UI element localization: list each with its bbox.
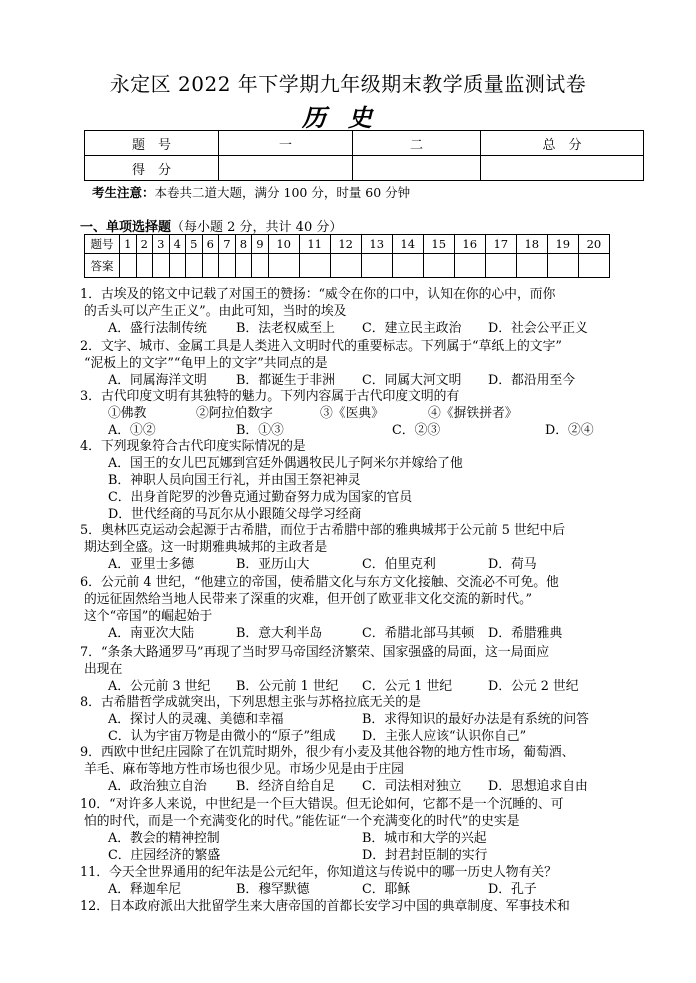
question-5-option[interactable]: B．亚历山大 xyxy=(236,557,310,572)
question-9-option[interactable]: D．思想追求自由 xyxy=(488,779,588,794)
question-3-item: ④《摒铁拼者》 xyxy=(428,406,518,421)
question-9-option[interactable]: C．司法相对独立 xyxy=(362,779,462,794)
question-11-option[interactable]: A．释迦牟尼 xyxy=(108,882,182,897)
exam-title: 永定区 2022 年下学期九年级期末教学质量监测试卷 xyxy=(109,72,587,96)
score-cell-part2[interactable] xyxy=(353,156,481,181)
question-12-text: 12．日本政府派出大批留学生来大唐帝国的首都长安学习中国的典章制度、军事技术和 xyxy=(80,899,570,914)
score-table xyxy=(84,130,644,181)
question-4-option[interactable]: C．出身首陀罗的沙鲁克通过勤奋努力成为国家的官员 xyxy=(108,490,413,505)
answer-number-cell: 6 xyxy=(202,235,219,254)
question-11-option[interactable]: C．耶稣 xyxy=(362,882,411,897)
score-header-part1: 一 xyxy=(219,131,353,156)
question-7-text: 7．“条条大路通罗马”再现了当时罗马帝国经济繁荣、国家强盛的局面，这一局面应 xyxy=(80,645,550,660)
answer-input-cell[interactable] xyxy=(361,254,392,278)
score-cell-part1[interactable] xyxy=(219,156,353,181)
answer-number-cell: 11 xyxy=(299,235,330,254)
question-10-option[interactable]: C．庄园经济的繁盛 xyxy=(108,848,221,863)
answer-number-cell: 16 xyxy=(454,235,485,254)
answer-input-cell[interactable] xyxy=(120,254,137,278)
question-3-option[interactable]: D．②④ xyxy=(545,423,594,438)
answer-number-cell: 12 xyxy=(330,235,361,254)
note-text: 本卷共二道大题，满分 100 分，时量 60 分钟 xyxy=(154,185,411,200)
question-8-option[interactable]: B．求得知识的最好办法是有系统的问答 xyxy=(362,712,589,727)
answer-number-cell: 1 xyxy=(120,235,137,254)
score-row-label: 得 分 xyxy=(85,156,219,181)
question-9-option[interactable]: B．经济自给自足 xyxy=(236,779,335,794)
answer-number-cell: 13 xyxy=(361,235,392,254)
score-cell-total[interactable] xyxy=(481,156,644,181)
score-header-part2: 二 xyxy=(353,131,481,156)
answer-input-cell[interactable] xyxy=(423,254,454,278)
section-heading xyxy=(80,216,342,235)
question-4-option[interactable]: A．国王的女儿巴瓦娜到宫廷外偶遇牧民儿子阿米尔并嫁给了他 xyxy=(108,456,463,471)
question-4-option[interactable]: B．神职人员向国王行礼，并由国王祭祀神灵 xyxy=(108,473,361,488)
answer-input-cell[interactable] xyxy=(219,254,236,278)
score-header-total: 总 分 xyxy=(481,131,644,156)
question-3-option[interactable]: C．②③ xyxy=(392,423,441,438)
question-4-option[interactable]: D．世代经商的马瓦尔从小跟随父母学习经商 xyxy=(108,507,362,522)
question-5-option[interactable]: D．荷马 xyxy=(488,557,537,572)
question-9-option[interactable]: A．政治独立自治 xyxy=(108,779,207,794)
question-8-option[interactable]: D．主张人应该“认识你自己” xyxy=(362,729,527,744)
question-3-item: ③《医典》 xyxy=(320,406,384,421)
answer-number-cell: 2 xyxy=(136,235,153,254)
answer-table-number-label: 题号 xyxy=(85,235,120,254)
question-9-text: 9．西欧中世纪庄园除了在饥荒时期外，很少有小麦及其他谷物的地方性市场，葡萄酒、 xyxy=(80,745,575,760)
answer-input-cell[interactable] xyxy=(252,254,269,278)
answer-input-cell[interactable] xyxy=(547,254,578,278)
answer-number-cell: 17 xyxy=(485,235,516,254)
question-2-option[interactable]: A．同属海洋文明 xyxy=(108,373,207,388)
answer-number-cell: 15 xyxy=(423,235,454,254)
question-3-option[interactable]: B．①③ xyxy=(236,423,284,438)
section-label: 一、单项选择题 xyxy=(80,220,172,235)
question-3-option[interactable]: A．①② xyxy=(108,423,156,438)
section-text: （每小题 2 分，共计 40 分） xyxy=(171,220,343,235)
answer-number-cell: 7 xyxy=(219,235,236,254)
question-3-text: 3．古代印度文明有其独特的魅力。下列内容属于古代印度文明的有 xyxy=(80,389,460,404)
answer-table-answer-label: 答案 xyxy=(85,254,120,278)
question-5-text: 5．奥林匹克运动会起源于古希腊，而位于古希腊中部的雅典城邦于公元前 5 世纪中后 xyxy=(80,523,566,538)
question-11-option[interactable]: B．穆罕默德 xyxy=(236,882,310,897)
answer-input-cell[interactable] xyxy=(485,254,516,278)
question-2-text: 2．文字、城市、金属工具是人类进入文明时代的重要标志。下列属于“草纸上的文字” xyxy=(80,339,562,354)
question-10-option[interactable]: B．城市和大学的兴起 xyxy=(362,831,487,846)
answer-input-cell[interactable] xyxy=(454,254,485,278)
score-header-label: 题 号 xyxy=(85,131,219,156)
answer-number-cell: 5 xyxy=(186,235,203,254)
subject-title: 历史 xyxy=(302,103,394,132)
question-7-option[interactable]: D．公元 2 世纪 xyxy=(488,679,579,694)
answer-number-cell: 10 xyxy=(268,235,299,254)
answer-input-cell[interactable] xyxy=(578,254,609,278)
question-11-text: 11．今天全世界通用的纪年法是公元纪年，你知道这与传说中的哪一历史人物有关？ xyxy=(80,865,557,880)
question-1-text: 的舌头可以产生正义”。由此可知，当时的埃及 xyxy=(84,304,347,319)
question-10-option[interactable]: D．封君封臣制的实行 xyxy=(362,848,488,863)
question-1-text: 1．古埃及的铭文中记载了对国王的赞扬：“威令在你的口中，认知在你的心中，而你 xyxy=(80,287,556,302)
question-11-option[interactable]: D．孔子 xyxy=(488,882,537,897)
question-6-text: 这个“帝国”的崛起始于 xyxy=(84,609,213,624)
answer-input-cell[interactable] xyxy=(392,254,423,278)
question-7-text: 出现在 xyxy=(84,662,123,677)
question-3-item: ①佛教 xyxy=(108,406,147,421)
answer-number-cell: 18 xyxy=(516,235,547,254)
answer-input-cell[interactable] xyxy=(136,254,153,278)
question-5-option[interactable]: A．亚里士多德 xyxy=(108,557,195,572)
answer-input-cell[interactable] xyxy=(235,254,252,278)
answer-input-cell[interactable] xyxy=(169,254,186,278)
question-5-text: 期达到全盛。这一时期雅典城邦的主政者是 xyxy=(84,540,328,555)
question-7-option[interactable]: B．公元前 1 世纪 xyxy=(236,679,339,694)
question-1-option[interactable]: C．建立民主政治 xyxy=(362,321,462,336)
question-7-option[interactable]: C．公元 1 世纪 xyxy=(362,679,453,694)
answer-number-cell: 20 xyxy=(578,235,609,254)
question-2-option[interactable]: D．都沿用至今 xyxy=(488,373,576,388)
question-2-option[interactable]: B．都诞生于非洲 xyxy=(236,373,335,388)
note-label: 考生注意： xyxy=(92,185,155,200)
answer-number-cell: 4 xyxy=(169,235,186,254)
question-5-option[interactable]: C．伯里克利 xyxy=(362,557,436,572)
question-10-option[interactable]: A．教会的精神控制 xyxy=(108,831,220,846)
question-6-option[interactable]: D．希腊雅典 xyxy=(488,626,563,641)
question-3-item: ②阿拉伯数字 xyxy=(196,406,273,421)
question-2-option[interactable]: C．同属大河文明 xyxy=(362,373,462,388)
question-9-text: 羊毛、麻布等地方性市场也很少见。市场少见是由于庄园 xyxy=(84,762,404,777)
answer-input-cell[interactable] xyxy=(202,254,219,278)
answer-number-cell: 3 xyxy=(153,235,170,254)
answer-number-cell: 9 xyxy=(252,235,269,254)
answer-table xyxy=(84,234,610,278)
question-6-option[interactable]: C．希腊北部马其顿 xyxy=(362,626,475,641)
question-10-text: 怕的时代，而是一个充满变化的时代。”能佐证“一个充满变化的时代”的史实是 xyxy=(84,814,520,829)
question-1-option[interactable]: D．社会公平正义 xyxy=(488,321,588,336)
answer-number-cell: 8 xyxy=(235,235,252,254)
question-2-text: “泥板上的文字”“龟甲上的文字”共同点的是 xyxy=(84,356,328,371)
question-6-text: 的远征固然给当地人民带来了深重的灾难，但开创了欧亚非文化交流的新时代。” xyxy=(84,592,533,607)
question-6-text: 6．公元前 4 世纪，“他建立的帝国，使希腊文化与东方文化接触、交流必不可免。他 xyxy=(80,575,559,590)
answer-number-cell: 19 xyxy=(547,235,578,254)
answer-input-cell[interactable] xyxy=(186,254,203,278)
answer-input-cell[interactable] xyxy=(299,254,330,278)
question-8-text: 8．古希腊哲学成就突出，下列思想主张与苏格拉底无关的是 xyxy=(80,695,421,710)
question-8-option[interactable]: A．探讨人的灵魂、美德和幸福 xyxy=(108,712,284,727)
answer-input-cell[interactable] xyxy=(153,254,170,278)
answer-number-cell: 14 xyxy=(392,235,423,254)
question-6-option[interactable]: A．南亚次大陆 xyxy=(108,626,195,641)
question-10-text: 10．“对许多人来说，中世纪是一个巨大错误。但无论如何，它都不是一个沉睡的、可 xyxy=(80,797,564,812)
answer-input-cell[interactable] xyxy=(268,254,299,278)
question-4-text: 4．下列现象符合古代印度实际情况的是 xyxy=(80,439,306,454)
question-1-option[interactable]: B．法老权威至上 xyxy=(236,321,335,336)
exam-note xyxy=(92,183,410,201)
answer-input-cell[interactable] xyxy=(516,254,547,278)
answer-input-cell[interactable] xyxy=(330,254,361,278)
question-1-option[interactable]: A．盛行法制传统 xyxy=(108,321,207,336)
question-7-option[interactable]: A．公元前 3 世纪 xyxy=(108,679,211,694)
question-8-option[interactable]: C．认为宇宙万物是由微小的“原子”组成 xyxy=(108,729,336,744)
question-6-option[interactable]: B．意大利半岛 xyxy=(236,626,323,641)
